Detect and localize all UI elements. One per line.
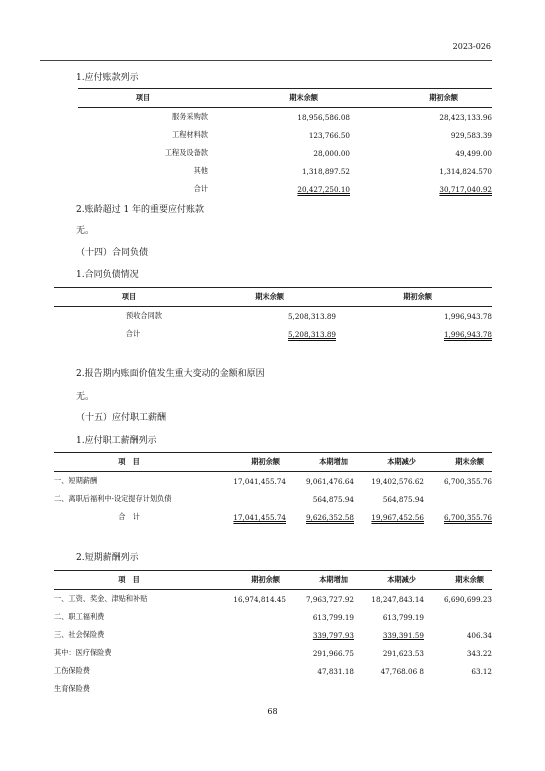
cell-value: 343.22	[466, 648, 492, 658]
carrying-value-title: 2.报告期内账面价值发生重大变动的金额和原因	[76, 369, 265, 379]
row-label: 二、离职后福利中-设定提存计划负债	[54, 494, 172, 503]
cell-value	[204, 490, 286, 508]
payroll-table	[54, 452, 492, 526]
table-total-row	[54, 325, 492, 343]
table-row	[78, 108, 492, 127]
cell-value: 929,583.39	[450, 130, 492, 140]
table-row	[54, 307, 492, 326]
row-label: 一、工资、奖金、津贴和补贴	[54, 594, 148, 603]
col-header: 本期增加	[286, 453, 354, 472]
contract-liabilities-table	[54, 287, 492, 343]
col-header: 项 目	[54, 453, 204, 472]
cell-value: 339,797.93	[312, 630, 354, 640]
table-total-row	[54, 508, 492, 526]
cell-value	[286, 680, 354, 698]
row-label: 预收合同款	[126, 311, 162, 320]
cell-value: 564,875.94	[382, 494, 424, 504]
cell-value: 30,717,040.92	[439, 184, 492, 194]
header-rule	[40, 60, 492, 61]
cell-value: 47,768.06 8	[380, 666, 424, 676]
cell-value	[354, 680, 424, 698]
col-header: 期末余额	[424, 453, 492, 472]
table-row	[54, 472, 492, 491]
cell-value: 47,831.18	[317, 666, 354, 676]
row-label: 生育保险费	[54, 684, 90, 693]
col-header: 期末余额	[424, 571, 492, 590]
payroll-title: 1.应付职工薪酬列示	[76, 436, 157, 446]
col-header: 本期增加	[286, 571, 354, 590]
row-label: 三、社会保险费	[54, 630, 105, 639]
row-label: 工伤保险费	[54, 666, 90, 675]
row-label: 合计	[193, 184, 208, 193]
cell-value	[424, 490, 492, 508]
cell-value: 19,402,576.62	[371, 476, 424, 486]
cell-value: 1,996,943.78	[443, 311, 492, 321]
cell-value: 564,875.94	[312, 494, 354, 504]
col-header: 项 目	[54, 571, 204, 590]
cell-value: 1,318,897.52	[301, 166, 350, 176]
cell-value: 20,427,250.10	[297, 184, 350, 194]
cell-value: 406.34	[466, 630, 492, 640]
col-header: 项目	[54, 288, 204, 307]
cell-value	[204, 680, 286, 698]
cell-value: 16,974,814.45	[233, 594, 286, 604]
cell-value: 19,967,452.56	[371, 512, 424, 522]
table-row	[78, 126, 492, 144]
cell-value: 339,391.59	[382, 630, 424, 640]
row-label: 二、职工福利费	[54, 612, 105, 621]
cell-value: 1,314,824.570	[439, 166, 492, 176]
short-term-pay-title: 2.短期薪酬列示	[76, 553, 139, 563]
cell-value: 6,700,355.76	[443, 512, 492, 522]
aged-payables-title: 2.账龄超过 1 年的重要应付账款	[76, 205, 205, 215]
contract-liabilities-section: （十四）合同负债	[76, 248, 149, 258]
cell-value	[204, 608, 286, 626]
cell-value: 5,208,313.89	[287, 311, 336, 321]
cell-value	[424, 608, 492, 626]
cell-value: 28,000.00	[313, 148, 350, 158]
aged-payables-text: 无。	[76, 226, 95, 236]
cell-value: 18,956,586.08	[297, 112, 350, 122]
cell-value: 17,041,455.74	[233, 476, 286, 486]
table-row	[78, 162, 492, 180]
col-header: 本期减少	[354, 453, 424, 472]
col-header: 期初余额	[204, 453, 286, 472]
payroll-section: （十五）应付职工薪酬	[76, 413, 167, 423]
cell-value: 7,963,727.92	[305, 594, 354, 604]
document-number: 2023-026	[452, 42, 491, 51]
row-label: 服务采购款	[172, 112, 208, 121]
col-header: 期末余额	[204, 288, 336, 307]
table-header-row	[54, 288, 492, 307]
col-header: 本期减少	[354, 571, 424, 590]
col-header: 期初余额	[204, 571, 286, 590]
short-term-pay-table	[54, 570, 492, 698]
accounts-payable-title: 1.应付账款列示	[76, 73, 139, 83]
row-label: 其中：医疗保险费	[54, 648, 112, 657]
table-row	[54, 680, 492, 698]
col-header: 期初余额	[336, 288, 492, 307]
cell-value: 291,623.53	[382, 648, 424, 658]
row-label: 合 计	[118, 512, 140, 521]
col-header: 期末余额	[208, 89, 350, 108]
cell-value	[204, 644, 286, 662]
table-row	[54, 490, 492, 508]
cell-value: 1,996,943.78	[443, 329, 492, 339]
cell-value: 9,061,476.64	[305, 476, 354, 486]
cell-value: 291,966.75	[312, 648, 354, 658]
contract-liabilities-title: 1.合同负债情况	[76, 270, 139, 280]
cell-value: 49,499.00	[455, 148, 492, 158]
table-row	[54, 662, 492, 680]
cell-value: 17,041,455.74	[233, 512, 286, 522]
cell-value: 6,690,699.23	[443, 594, 492, 604]
table-row	[78, 144, 492, 162]
table-total-row	[78, 180, 492, 198]
cell-value	[204, 626, 286, 644]
table-header-row	[78, 89, 492, 108]
cell-value: 63.12	[471, 666, 492, 676]
cell-value: 6,700,355.76	[443, 476, 492, 486]
cell-value: 9,626,352.58	[305, 512, 354, 522]
table-row	[54, 590, 492, 609]
row-label: 工程材料款	[172, 130, 208, 139]
row-label: 工程及设备款	[164, 148, 208, 157]
cell-value	[204, 662, 286, 680]
table-header-row	[54, 453, 492, 472]
page-number: 68	[267, 707, 278, 716]
col-header: 项目	[78, 89, 208, 108]
cell-value: 613,799.19	[382, 612, 424, 622]
cell-value: 5,208,313.89	[287, 329, 336, 339]
col-header: 期初余额	[350, 89, 492, 108]
row-label: 一、短期薪酬	[54, 476, 98, 485]
cell-value: 613,799.19	[312, 612, 354, 622]
table-row	[54, 626, 492, 644]
table-header-row	[54, 571, 492, 590]
accounts-payable-table	[78, 88, 492, 198]
row-label: 其他	[193, 166, 208, 175]
cell-value	[424, 680, 492, 698]
cell-value: 123,766.50	[308, 130, 350, 140]
row-label: 合计	[125, 329, 141, 338]
cell-value: 18,247,843.14	[371, 594, 424, 604]
cell-value: 28,423,133.96	[439, 112, 492, 122]
table-row	[54, 644, 492, 662]
table-row	[54, 608, 492, 626]
carrying-value-text: 无。	[76, 392, 95, 402]
